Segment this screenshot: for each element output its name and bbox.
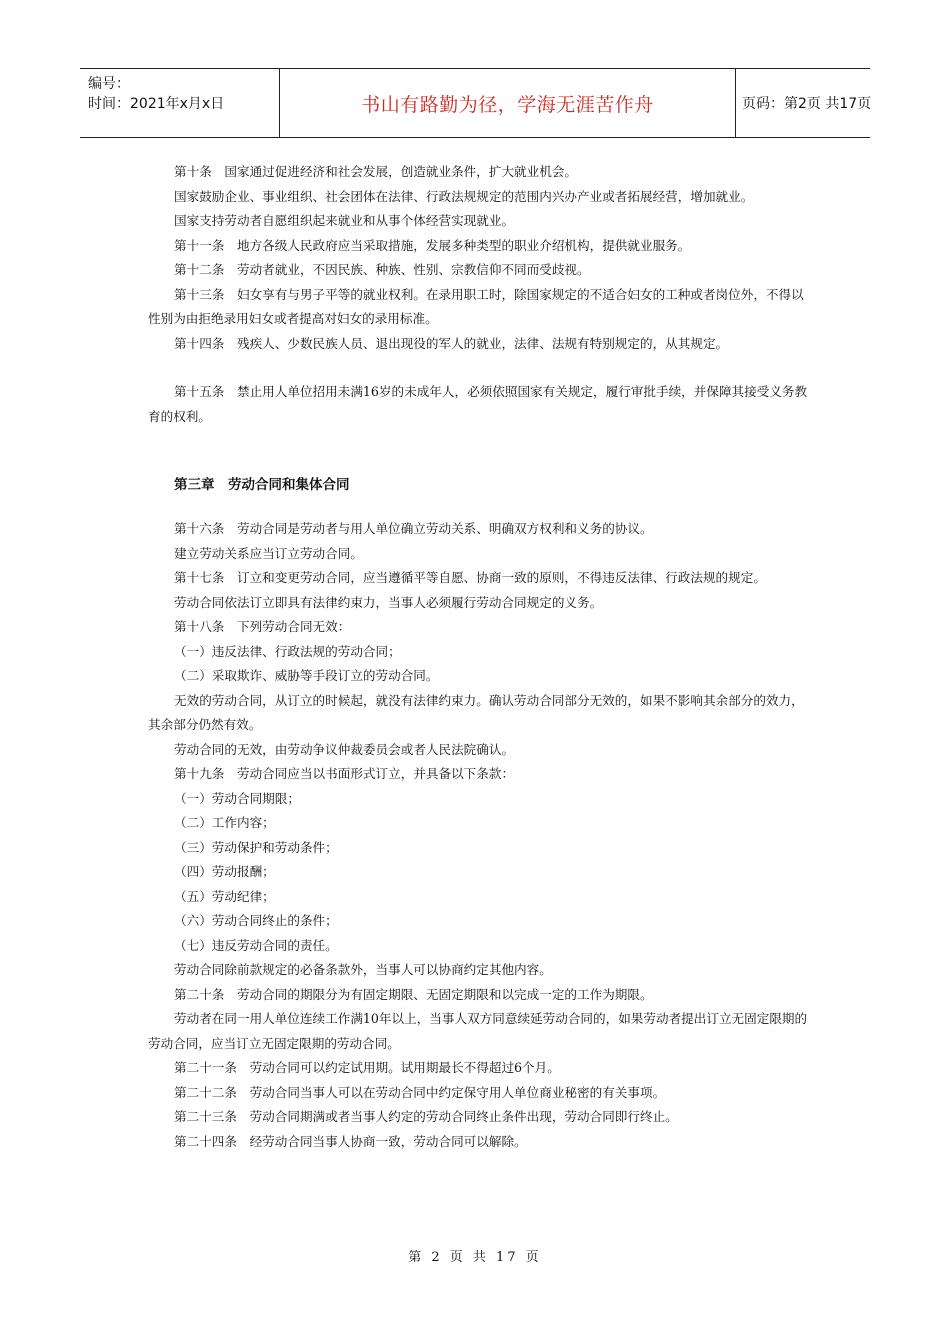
article-paragraph: 第十七条 订立和变更劳动合同，应当遵循平等自愿、协商一致的原则，不得违反法律、行政法规的规定。	[174, 570, 766, 585]
list-item: （六）劳动合同终止的条件；	[174, 913, 338, 928]
page-header	[80, 68, 870, 138]
article-paragraph: 第十四条 残疾人、少数民族人员、退出现役的军人的就业，法律、法规有特别规定的，从其规定。	[174, 335, 729, 351]
header-page-cell	[736, 69, 870, 137]
list-item: （一）违反法律、行政法规的劳动合同；	[174, 643, 401, 659]
article-paragraph: 国家鼓励企业、事业组织、社会团体在法律、行政法规规定的范围内兴办产业或者拓展经营，增加就业。	[174, 188, 754, 204]
list-item: （二）工作内容；	[174, 815, 275, 830]
list-item: （四）劳动报酬；	[174, 864, 275, 879]
article-paragraph: 第十八条 下列劳动合同无效：	[174, 619, 351, 634]
article-paragraph: 第二十三条 劳动合同期满或者当事人约定的劳动合同终止条件出现，劳动合同即行终止。	[174, 1109, 678, 1124]
article-paragraph: 无效的劳动合同，从订立的时候起，就没有法律约束力。确认劳动合同部分无效的，如果不影响其余部分的效力，其余部分仍然有效。	[148, 692, 804, 732]
document-body	[148, 160, 808, 1154]
list-item: （一）劳动合同期限；	[174, 790, 300, 806]
chapter-heading: 第三章 劳动合同和集体合同	[174, 477, 350, 493]
article-paragraph: 劳动合同依法订立即具有法律约束力，当事人必须履行劳动合同规定的义务。	[174, 594, 603, 610]
article-paragraph: 劳动合同的无效，由劳动争议仲裁委员会或者人民法院确认。	[174, 741, 515, 757]
page-footer: 第 2 页 共 17 页	[408, 1250, 542, 1265]
list-item: （七）违反劳动合同的责任。	[174, 937, 338, 953]
header-motto-cell	[280, 69, 736, 137]
document-time-label: 时间：2021年x月x日	[88, 96, 225, 112]
list-item: （五）劳动纪律；	[174, 888, 275, 904]
article-paragraph: 第十五条 禁止用人单位招用未满16岁的未成年人，必须依照国家有关规定，履行审批手续，并保障其接受义务教育的权利。	[148, 384, 808, 424]
article-paragraph: 第十一条 地方各级人民政府应当采取措施，发展多种类型的职业介绍机构，提供就业服务。	[174, 237, 691, 253]
article-paragraph: 第十三条 妇女享有与男子平等的就业权利。在录用职工时，除国家规定的不适合妇女的工种或者岗位外，不得以性别为由拒绝录用妇女或者提高对妇女的录用标准。	[148, 286, 804, 326]
article-paragraph: 第二十二条 劳动合同当事人可以在劳动合同中约定保守用人单位商业秘密的有关事项。	[174, 1084, 666, 1100]
document-number-label: 编号：	[88, 76, 130, 92]
article-paragraph: 第十二条 劳动者就业，不因民族、种族、性别、宗教信仰不同而受歧视。	[174, 262, 590, 277]
header-info-cell	[80, 69, 280, 137]
list-item: （二）采取欺诈、威胁等手段订立的劳动合同。	[174, 668, 439, 683]
article-paragraph: 国家支持劳动者自愿组织起来就业和从事个体经营实现就业。	[174, 213, 515, 228]
article-paragraph: 劳动者在同一用人单位连续工作满10年以上，当事人双方同意续延劳动合同的，如果劳动者提出订立无固定限期的劳动合同，应当订立无固定限期的劳动合同。	[148, 1011, 808, 1051]
article-paragraph: 第十九条 劳动合同应当以书面形式订立，并具备以下条款：	[174, 766, 515, 781]
article-paragraph: 第十六条 劳动合同是劳动者与用人单位确立劳动关系、明确双方权利和义务的协议。	[174, 521, 653, 536]
article-paragraph: 建立劳动关系应当订立劳动合同。	[174, 545, 363, 561]
header-motto: 书山有路勤为径，学海无涯苦作舟	[361, 93, 654, 116]
article-paragraph: 第二十条 劳动合同的期限分为有固定期限、无固定期限和以完成一定的工作为期限。	[174, 986, 653, 1002]
article-paragraph: 劳动合同除前款规定的必备条款外，当事人可以协商约定其他内容。	[174, 962, 552, 977]
list-item: （三）劳动保护和劳动条件；	[174, 839, 338, 855]
article-paragraph: 第二十一条 劳动合同可以约定试用期。试用期最长不得超过6个月。	[174, 1060, 560, 1075]
article-paragraph: 第二十四条 经劳动合同当事人协商一致，劳动合同可以解除。	[174, 1133, 527, 1149]
article-paragraph: 第十条 国家通过促进经济和社会发展，创造就业条件，扩大就业机会。	[174, 164, 577, 179]
header-page-code: 页码：第2页 共17页	[742, 96, 872, 112]
